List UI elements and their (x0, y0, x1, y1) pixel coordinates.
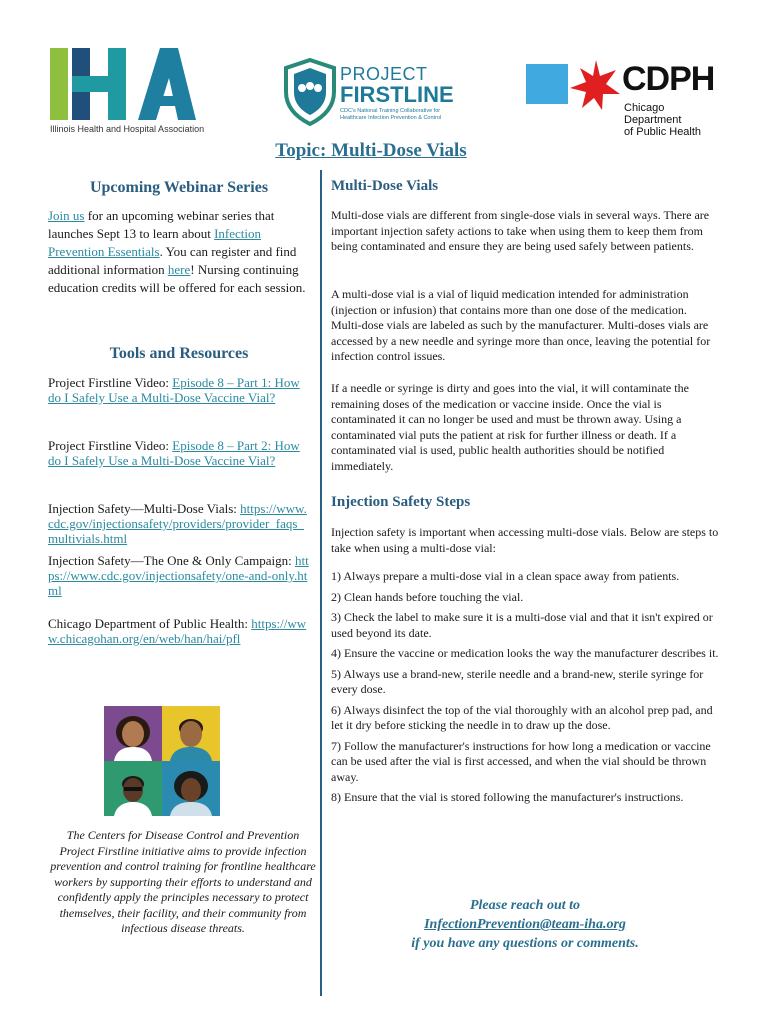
people-illustration (104, 706, 220, 816)
resource-label: Injection Safety—The One & Only Campaign: (48, 553, 295, 568)
resource-link[interactable]: https://www.cdc.gov/injectionsafety/one-and-only.html (48, 553, 309, 598)
webinar-text-2: . You can register and find additional information (48, 244, 297, 277)
chicago-star-icon (526, 58, 622, 110)
step-item: 2) Clean hands before touching the vial. (331, 589, 524, 604)
step-item: 5) Always use a brand-new, sterile needle and a brand-new, sterile syringe for every dose. (331, 666, 704, 696)
iha-logo (50, 48, 205, 138)
cdph-subtitle-line2: of Public Health (624, 126, 702, 138)
injection-safety-steps-heading: Injection Safety Steps (331, 494, 471, 510)
iha-letter-a (138, 48, 196, 120)
step-item: 8) Ensure that the vial is stored following the manufacturer's instructions. (331, 790, 684, 804)
iha-letter-h-right (108, 48, 126, 120)
pfl-firstline-word: FIRSTLINE (340, 82, 454, 107)
multi-dose-vials-heading: Multi-Dose Vials (331, 178, 439, 194)
resource-item (48, 438, 310, 468)
resource-item (48, 375, 310, 405)
iha-letter-a-bar (154, 96, 182, 106)
here-link[interactable]: here (167, 262, 191, 277)
mdv-paragraph-1: Multi-dose vials are different from single-dose vials in several ways. There are important injection safety actions to take when using them to keep them from being contaminated and ensure they are being used safely between patients. (331, 208, 710, 253)
infection-prevention-essentials-link[interactable]: Infection Prevention Essentials (48, 226, 261, 259)
resource-link[interactable]: Episode 8 – Part 2: How do I Safely Use a Multi-Dose Vaccine Vial? (48, 438, 300, 468)
resource-item (48, 553, 310, 598)
resource-label: Injection Safety—Multi-Dose Vials: (48, 501, 241, 516)
webinar-text-1: for an upcoming webinar series that launches Sept 13 to learn about (48, 208, 275, 241)
join-us-link[interactable]: Join us (48, 208, 85, 223)
webinar-paragraph (48, 207, 310, 297)
webinar-text-3: ! Nursing continuing education credits will be offered for each session. (48, 262, 306, 295)
resource-item (48, 616, 310, 646)
resource-label: Project Firstline Video: (48, 375, 173, 390)
steps-list (331, 569, 719, 811)
steps-intro: Injection safety is important when accessing multi-dose vials. Below are steps to take when using a multi-dose vial: (331, 525, 719, 555)
mdv-paragraph-3: If a needle or syringe is dirty and goes into the vial, it will contaminate the remaining doses of the medication or vaccine inside. Once the vial is contaminated it can no longer be used and must be thrown away. Using a contaminated vial puts the patient at risk for further illness or death. If a contaminated vial is used, public health authorities should be notified immediately. (331, 381, 689, 473)
step-item: 7) Follow the manufacturer's instructions for how long a medication or vaccine can be used after the vial is first accessed, and when the vial should be thrown away. (331, 738, 711, 784)
resource-label: Chicago Department of Public Health: (48, 616, 252, 631)
cdph-logo (526, 58, 722, 138)
column-divider (320, 170, 322, 996)
step-item: 6) Always disinfect the top of the vial thoroughly with an alcohol prep pad, and let it dry before sticking the needle in to draw up the dose. (331, 702, 713, 732)
cdph-subtitle (624, 102, 722, 138)
project-firstline-logo (282, 58, 462, 128)
contact-line-1: Please reach out to (469, 898, 581, 913)
step-item: 3) Check the label to make sure it is a multi-dose vial and that it isn't expired or used beyond its date. (331, 610, 713, 640)
cdph-subtitle-line1: Chicago Department (624, 102, 682, 126)
webinar-heading: Upcoming Webinar Series (89, 179, 269, 196)
resource-link[interactable]: https://www.cdc.gov/injectionsafety/providers/provider_faqs_multivials.html (48, 501, 307, 546)
step-item: 1) Always prepare a multi-dose vial in a clean space away from patients. (331, 569, 680, 583)
mdv-paragraph-2: A multi-dose vial is a vial of liquid medication intended for administration (injection or infusion) that contains more than one dose of the medication. Multi-dose vials are labeled as such by the manufacturer. Multi-doses vials are accessed by a new needle and syringe more than once, leaving the potential for infection control issues. (331, 287, 711, 363)
resource-link[interactable]: https://www.chicagohan.org/en/web/han/hai/pfl (48, 616, 307, 646)
iha-letter-i (50, 48, 68, 120)
iha-letters-graphic (50, 48, 200, 124)
iha-caption: Illinois Health and Hospital Association (50, 124, 205, 134)
resource-label: Project Firstline Video: (48, 438, 173, 453)
resource-link[interactable]: Episode 8 – Part 1: How do I Safely Use a Multi-Dose Vaccine Vial? (48, 375, 300, 405)
contact-line-3: if you have any questions or comments. (411, 936, 639, 951)
contact-email-link[interactable]: InfectionPrevention@team-iha.org (424, 917, 626, 932)
tools-heading: Tools and Resources (109, 345, 249, 362)
project-firstline-description: The Centers for Disease Control and Prevention Project Firstline initiative aims to provide infection prevention and control training for frontline healthcare workers by supporting their efforts to understand and confidently apply the principles necessary to protect themselves, their facility, and their community from infectious disease threats. (50, 828, 316, 935)
contact-block (331, 896, 719, 953)
cdph-wordmark: CDPH (622, 60, 715, 98)
step-item: 4) Ensure the vaccine or medication looks the way the manufacturer describes it. (331, 646, 719, 660)
page-title: Topic: Multi-Dose Vials (275, 140, 467, 161)
shield-icon (282, 58, 338, 126)
resource-item (48, 501, 310, 546)
healthcare-workers-collage (104, 706, 220, 816)
pfl-project-word: PROJECT (340, 64, 428, 84)
pfl-subtitle: CDC's National Training Collaborative for Healthcare Infection Prevention & Control (340, 108, 442, 121)
